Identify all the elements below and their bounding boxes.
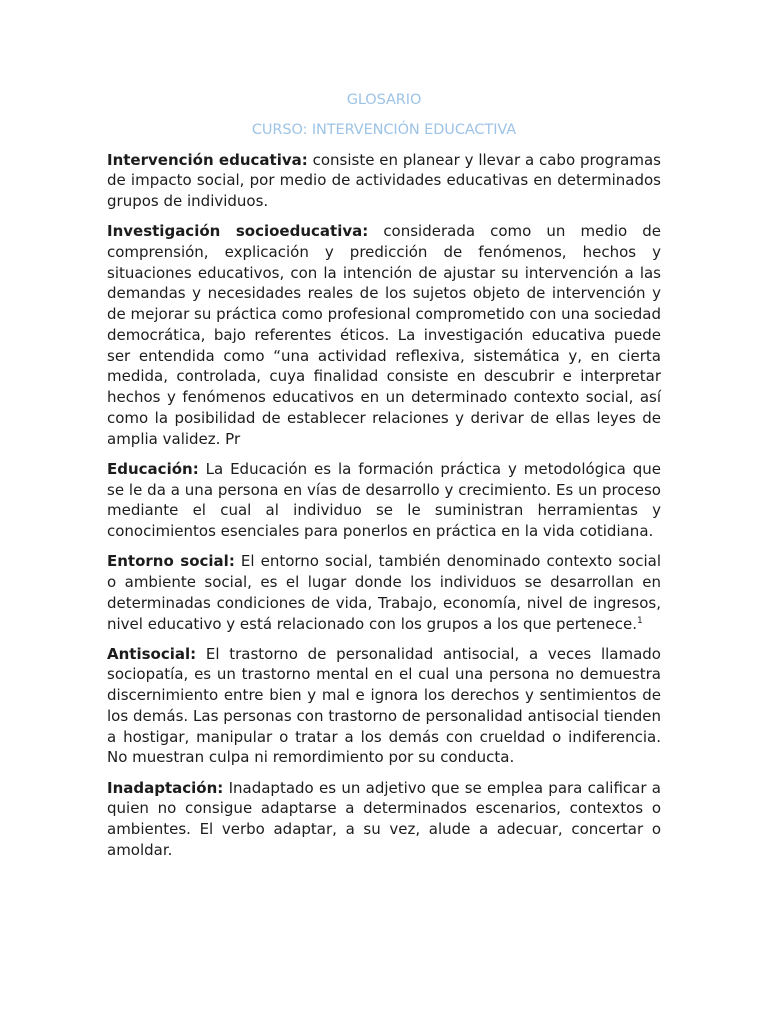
glossary-body bbox=[107, 150, 661, 870]
glossary-term: Antisocial: bbox=[107, 644, 197, 663]
glossary-definition: consiste en planear y llevar a cabo programas de impacto social, por medio de actividades educativas en determinados grupos de individuos. bbox=[107, 150, 661, 211]
glossary-entry-antisocial bbox=[107, 644, 661, 769]
glossary-definition: Inadaptado es un adjetivo que se emplea para calificar a quien no consigue adaptarse a determinados escenarios, contextos o ambientes. El verbo adaptar, a su vez, alude a adecuar, concertar o amoldar. bbox=[107, 778, 661, 859]
glossary-definition: El entorno social, también denominado contexto social o ambiente social, es el lugar donde los individuos se desarrollan en determinadas condiciones de vida, Trabajo, economía, nivel de ingresos, nivel educativo y está relacionado con los grupos a los que pertenece. bbox=[107, 552, 661, 633]
glossary-definition: El trastorno de personalidad antisocial, a veces llamado sociopatía, es un trastorno mental en el cual una persona no demuestra discernimiento entre bien y mal e ignora los derechos y sentimientos de los demás. Las personas con trastorno de personalidad antisocial tienden a hostigar, manipular o tratar a los demás con crueldad o indiferencia. No muestran culpa ni remordimiento por su conducta. bbox=[107, 644, 661, 767]
glossary-entry-intervencion-educativa bbox=[107, 150, 661, 212]
glossary-entry-entorno-social bbox=[107, 551, 661, 634]
glossary-term: Investigación socioeducativa: bbox=[107, 222, 369, 241]
document-subtitle: CURSO: INTERVENCIÓN EDUCACTIVA bbox=[251, 122, 517, 138]
document-title: GLOSARIO bbox=[346, 92, 422, 108]
glossary-entry-investigacion-socioeducativa bbox=[107, 221, 661, 449]
glossary-term: Entorno social: bbox=[107, 552, 235, 571]
glossary-term: Inadaptación: bbox=[107, 778, 224, 797]
footnote-reference[interactable]: 1 bbox=[637, 615, 643, 626]
glossary-term: Educación: bbox=[107, 459, 199, 478]
glossary-entry-educacion bbox=[107, 459, 661, 542]
glossary-definition: considerada como un medio de comprensión, explicación y predicción de fenómenos, hechos y situaciones educativos, con la intención de ajustar su intervención a las demandas y necesidades reales de los sujetos objeto de intervención y de mejorar su práctica como profesional comprometido con una sociedad democrática, bajo referentes éticos. La investigación educativa puede ser entendida como “una actividad reflexiva, sistemática y, en cierta medida, controlada, cuya finalidad consiste en descubrir e interpretar hechos y fenómenos educativos en un determinado contexto social, así como la posibilidad de establecer relaciones y derivar de ellas leyes de amplia validez. Pr bbox=[107, 222, 661, 448]
glossary-definition: La Educación es la formación práctica y metodológica que se le da a una persona en vías de desarrollo y crecimiento. Es un proceso mediante el cual al individuo se le suministran herramientas y conocimientos esenciales para ponerlos en práctica en la vida cotidiana. bbox=[107, 459, 661, 541]
glossary-entry-inadaptacion bbox=[107, 778, 661, 861]
glossary-term: Intervención educativa: bbox=[107, 150, 308, 169]
